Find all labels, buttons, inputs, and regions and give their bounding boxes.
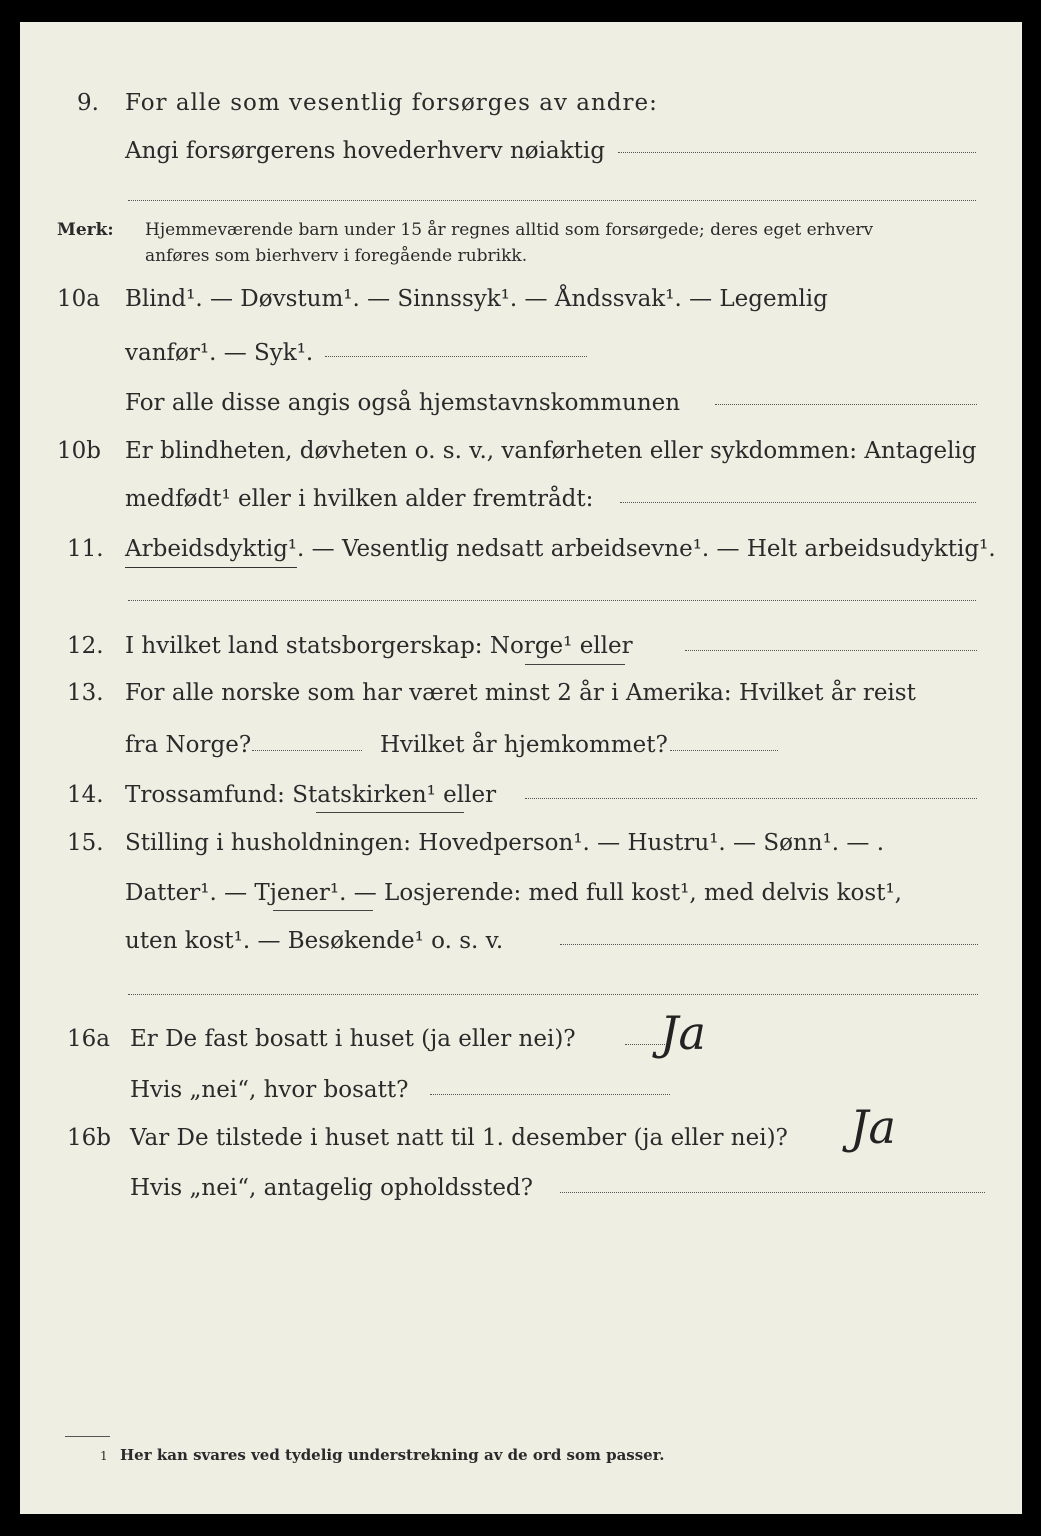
q10b-number: 10b <box>57 438 101 464</box>
q11-answer-line[interactable] <box>128 600 976 601</box>
q14-question: Trossamfund: Statskirken¹ eller <box>125 782 497 808</box>
q15-options-3: uten kost¹. — Besøkende¹ o. s. v. <box>125 928 504 954</box>
q9-number: 9. <box>77 90 99 116</box>
q15-answer-line-2[interactable] <box>128 994 978 995</box>
q15-answer-line[interactable] <box>560 944 978 945</box>
q16a-answer-line[interactable] <box>625 1044 665 1045</box>
q16b-followup-line[interactable] <box>560 1192 985 1193</box>
q15-underline-tjener <box>273 910 373 911</box>
q9-answer-line-2[interactable] <box>128 200 976 201</box>
q10b-answer-line[interactable] <box>620 502 976 503</box>
census-form-page <box>20 22 1022 1514</box>
q10a-answer-line[interactable] <box>325 356 587 357</box>
q13-returned-line[interactable] <box>670 750 778 751</box>
q15-options-2: Datter¹. — Tjener¹. — Losjerende: med full kost¹, med delvis kost¹, <box>125 880 902 906</box>
q13-departed-label: fra Norge? <box>125 732 252 758</box>
q16b-followup: Hvis „nei“, antagelig opholdssted? <box>130 1175 533 1201</box>
q9-answer-line[interactable] <box>618 152 976 153</box>
q16a-followup-line[interactable] <box>430 1094 670 1095</box>
merk-label: Merk: <box>57 220 114 240</box>
merk-note-line2: anføres som bierhverv i foregående rubrikk. <box>145 246 528 266</box>
q12-underline-norge <box>525 664 625 665</box>
footnote-mark: 1 <box>100 1449 108 1463</box>
q13-question: For alle norske som har været minst 2 år i Amerika: Hvilket år reist <box>125 680 916 706</box>
q9-question: For alle som vesentlig forsørges av andre: <box>125 90 658 116</box>
q9-instruction: Angi forsørgerens hovederhverv nøiaktig <box>125 138 605 164</box>
q16a-followup: Hvis „nei“, hvor bosatt? <box>130 1077 409 1103</box>
q16a-question: Er De fast bosatt i huset (ja eller nei)? <box>130 1026 576 1052</box>
q10a-number: 10a <box>57 286 100 312</box>
q12-answer-line[interactable] <box>685 650 977 651</box>
q12-number: 12. <box>67 633 104 659</box>
q11-underline-arbeidsdyktig <box>125 567 297 568</box>
footnote-text: Her kan svares ved tydelig understrekning av de ord som passer. <box>120 1446 665 1464</box>
q10a-hometown: For alle disse angis også hjemstavnskommunen <box>125 390 681 416</box>
q16b-handwritten-answer: Ja <box>850 1100 896 1154</box>
footnote-rule <box>65 1436 110 1437</box>
q10b-question: Er blindheten, døvheten o. s. v., vanførheten eller sykdommen: Antagelig <box>125 438 977 464</box>
q10a-options: Blind¹. — Døvstum¹. — Sinnssyk¹. — Åndssvak¹. — Legemlig <box>125 286 828 312</box>
q13-returned-label: Hvilket år hjemkommet? <box>380 732 668 758</box>
q14-underline-statskirken <box>316 812 464 813</box>
q11-number: 11. <box>67 536 104 562</box>
q11-options: Arbeidsdyktig¹. — Vesentlig nedsatt arbeidsevne¹. — Helt arbeidsudyktig¹. <box>125 536 996 562</box>
q13-departed-line[interactable] <box>252 750 362 751</box>
q14-number: 14. <box>67 782 104 808</box>
merk-note-line1: Hjemmeværende barn under 15 år regnes alltid som forsørgede; deres eget erhverv <box>145 220 874 240</box>
q10a-hometown-line[interactable] <box>715 404 977 405</box>
q15-question: Stilling i husholdningen: Hovedperson¹. — Hustru¹. — Sønn¹. — . <box>125 830 885 856</box>
q14-answer-line[interactable] <box>525 798 977 799</box>
q10a-options-2: vanfør¹. — Syk¹. <box>125 340 314 366</box>
q12-question: I hvilket land statsborgerskap: Norge¹ eller <box>125 633 633 659</box>
q13-number: 13. <box>67 680 104 706</box>
q15-number: 15. <box>67 830 104 856</box>
q16b-question: Var De tilstede i huset natt til 1. desember (ja eller nei)? <box>130 1125 788 1151</box>
q10b-question-2: medfødt¹ eller i hvilken alder fremtrådt: <box>125 486 594 512</box>
q16b-number: 16b <box>67 1125 111 1151</box>
q16a-handwritten-answer: Ja <box>660 1006 706 1060</box>
q16a-number: 16a <box>67 1026 110 1052</box>
